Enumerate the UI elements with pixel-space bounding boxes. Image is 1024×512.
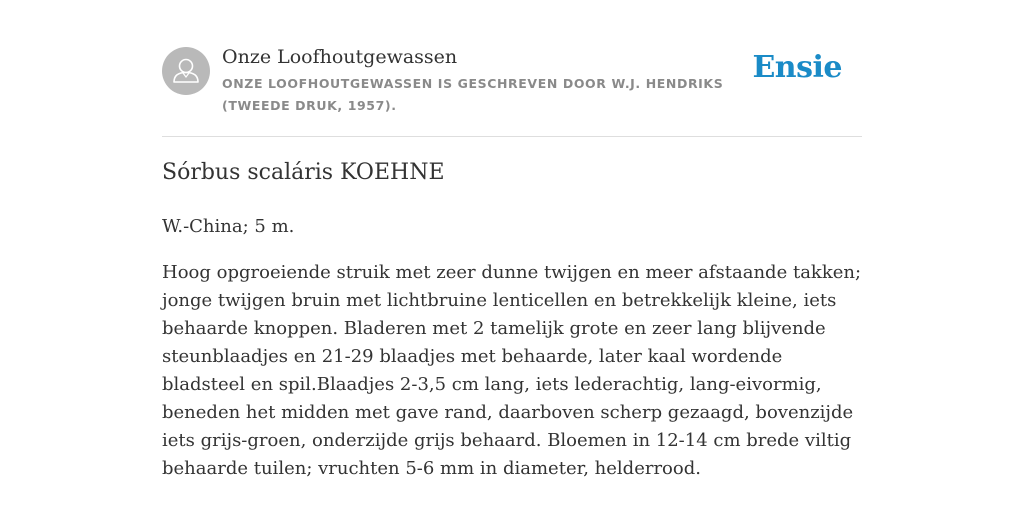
- book-header: [162, 44, 862, 137]
- person-outline-icon: [162, 47, 210, 95]
- book-title-link[interactable]: Onze Loofhoutgewassen: [222, 46, 458, 68]
- book-subtitle: ONZE LOOFHOUTGEWASSEN IS GESCHREVEN DOOR W.J. HENDRIKS (TWEEDE DRUK, 1957).: [222, 76, 724, 113]
- page: [162, 0, 862, 512]
- entry-paragraph-description: Hoog opgroeiende struik met zeer dunne twijgen en meer afstaande takken; jonge twijgen bruin met lichtbruine lenticellen en betrekkelijk kleine, iets behaarde knoppen. Bladeren met 2 tamelijk grote en zeer lang blijvende steunblaadjes en 21-29 blaadjes met behaarde, later kaal wordende bladsteel en spil.Blaadjes 2-3,5 cm lang, iets lederachtig, lang-eivormig, beneden het midden met gave rand, daarboven scherp gezaagd, bovenzijde iets grijs-groen, onderzijde grijs behaard. Bloemen in 12-14 cm brede viltig behaarde tuilen; vruchten 5-6 mm in diameter, helderrood.: [162, 262, 862, 479]
- entry-paragraph-origin: W.-China; 5 m.: [162, 216, 295, 237]
- ensie-logo-link[interactable]: Ensie: [752, 50, 842, 85]
- entry-title: Sórbus scaláris KOEHNE: [162, 160, 445, 185]
- user-avatar-icon: [162, 47, 210, 95]
